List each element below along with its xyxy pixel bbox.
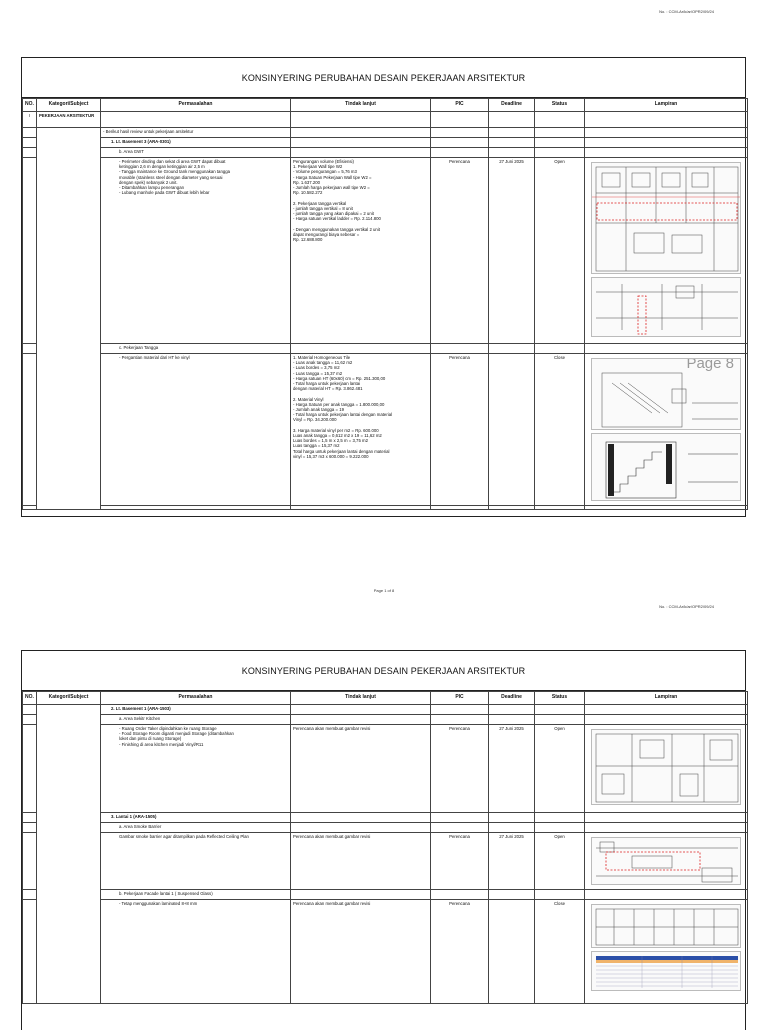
kategori-merged-cell [37,705,101,1004]
header-pic: PIC [431,692,489,705]
gwt-section-drawing [591,277,741,337]
review-table [22,98,748,510]
table-row [23,158,748,344]
lampiran-cell [585,900,748,1004]
document-title: KONSINYERING PERUBAHAN DESAIN PEKERJAAN ARSITEKTUR [22,651,745,691]
table-row [23,112,748,128]
header-pic: PIC [431,99,489,112]
pic-cell: Perencana [431,354,489,506]
review-table [22,691,748,1004]
section-heading: 1. Lt. Basement 3 (ARA-0301) [101,138,291,148]
stair-section-drawing [591,433,741,501]
item-label: a. Area Sekitr Kitchen [101,715,291,725]
lampiran-cell [585,833,748,890]
pic-cell: Perencana [431,833,489,890]
table-row [23,715,748,725]
action-text: 1. Material Homogeneous Tile - Luas anak tangga = 11,62 m2 - Luas bordes = 3,75 m2 - Luas tangga = 15,37 m2 - Harga satuan HT (60x60) cm = Rp. 251.300,00 - Total harga untuk pekerjaan lantai dengan material HT = Rp. 3.862.481 2. Material Vinyl - Harga Satuan per anak tangga = 1.800.000,00 - Jumlah anak tangga = 19 - Total harga untuk pekerjaan lantai dengan material Vinyl = Rp. 34.200.000 3. Harga material vinyl per m2 = Rp. 600.000 Luas anak tangga = 0,612 m2 x 19 = 11,62 m2 Luas bordes = 1,5 m x 2,5 m = 3,75 m2 Luas tangga = 15,37 m2 Total harga untuk pekerjaan lantai dengan material vinyl = 15,37 m3 x 600.000 = 9.222.000 [291,354,431,506]
kategori-cell: PEKERJAAN ARSITEKTUR [37,112,101,128]
table-row [23,725,748,813]
table-row [23,128,748,138]
table-row [23,506,748,510]
table-row [23,148,748,158]
konsinyering-sheet [21,650,746,1030]
konsinyering-sheet [21,57,746,517]
intro-text: - Berikut hasil review untuk pekerjaan arsitektur [101,128,291,138]
document-page-2 [0,598,768,1024]
document-number: No. : CCM-Ar/k/ar/OPR2/09/24 [659,604,714,609]
kategori-merged-cell [37,128,101,510]
kitchen-plan-drawing [591,729,741,805]
header-no: NO. [23,692,37,705]
header-kategori: Kategori/Subject [37,692,101,705]
pic-cell: Perencana [431,725,489,813]
problem-text: - Pergantian material dari HT ke vinyl [101,354,291,506]
problem-text: Gambar smoke barrier agar ditampilkan pada Reflected Ceiling Plan [101,833,291,890]
table-row [23,833,748,890]
table-header-row [23,692,748,705]
page-watermark: Page 8 [686,358,734,372]
document-title: KONSINYERING PERUBAHAN DESAIN PEKERJAAN ARSITEKTUR [22,58,745,98]
table-row [23,900,748,1004]
status-cell: Close [535,900,585,1004]
document-number: No. : CCM-Ar/k/ar/OPR2/09/24 [659,9,714,14]
table-header-row [23,99,748,112]
row-number: I [23,112,37,128]
action-text: Perencana akan membuat gambar revisi [291,725,431,813]
table-row [23,138,748,148]
table-row [23,344,748,354]
header-kategori: Kategori/Subject [37,99,101,112]
action-text: Perencana akan membuat gambar revisi [291,833,431,890]
header-permasalahan: Permasalahan [101,99,291,112]
header-permasalahan: Permasalahan [101,692,291,705]
item-label: a. Area Smoke Barrier [101,823,291,833]
header-tindak-lanjut: Tindak lanjut [291,99,431,112]
status-cell: Open [535,158,585,344]
facade-schedule-table [591,951,741,991]
header-deadline: Deadline [489,692,535,705]
header-no: NO. [23,99,37,112]
stair-plan-drawing [591,358,741,430]
lampiran-cell [585,158,748,344]
table-row [23,823,748,833]
lampiran-cell [585,354,748,506]
table-row [23,705,748,715]
deadline-cell: 27 Juni 2025 [489,725,535,813]
item-label: c. Pekerjaan Tangga [101,344,291,354]
deadline-cell [489,354,535,506]
status-cell: Close [535,354,585,506]
page-number: Page 1 of 8 [373,588,395,593]
header-deadline: Deadline [489,99,535,112]
header-lampiran: Lampiran [585,99,748,112]
header-lampiran: Lampiran [585,692,748,705]
smoke-barrier-plan-drawing [591,837,741,885]
section-heading: 3. Lantai 1 (ARA-1505) [101,813,291,823]
action-text: Perencana akan membuat gambar revisi [291,900,431,1004]
action-text: Pengurangan volume (Efisiensi) 1. Pekerjaan Wall tipe W2 - Volume pengurangan = 5,76 m3 - Harga Satuan Pekerjaan Wall tipe W2 = Rp. 1.637.200 - Jumlah harga pekerjaan wall tipe W2 = Rp. 10.582.272 2. Pekerjaan tangga vertikal - jumlah tangga vertikal = 8 unit - jumlah tangga yang akan dipakai = 2 unit - Harga satuan vertikal ladder = Rp. 2.114.800 - Dengan menggunakan tangga vertikal 2 unit dapat mengurangi biaya sebesar = Rp. 12.688.800 [291,158,431,344]
item-label: b. Pekerjaan Facade lantai 1 ( Suspensed Glass) [101,890,291,900]
gwt-plan-drawing [591,162,741,274]
table-row [23,813,748,823]
section-heading: 2. Lt. Basement 1 (ARA-1503) [101,705,291,715]
deadline-cell [489,900,535,1004]
lampiran-cell [585,725,748,813]
pic-cell: Perencana [431,900,489,1004]
table-row [23,354,748,506]
deadline-cell: 27 Juni 2025 [489,833,535,890]
header-status: Status [535,692,585,705]
problem-text: - Tetap menggunakan laminated 8+8 mm [101,900,291,1004]
header-status: Status [535,99,585,112]
deadline-cell: 27 Juni 2025 [489,158,535,344]
status-cell: Open [535,725,585,813]
header-tindak-lanjut: Tindak lanjut [291,692,431,705]
problem-text: - Perimeter dinding dan sekat di area GWT dapat dibuat ketinggian 2,6 m dengan ketinggian air 2,5 m - Tangga maintance ke Ground tank menggunakan tangga movable (stainless steel dengan diameter yang sesuai dengan spek) sebanyak 2 unit. - Ditambahkan lampu penerangan - Lubang manhole pada GWT dibuat lebih lebar [101,158,291,344]
facade-elevation-drawing [591,904,741,948]
table-row [23,890,748,900]
item-label: b. Area GWT [101,148,291,158]
pic-cell: Perencana [431,158,489,344]
status-cell: Open [535,833,585,890]
problem-text: - Ruang Order Taker dipindahkan ke ruang Storage - Food Storage Room diganti menjadi Storage (ditambahkan loket dan pintu di ruang Storage) - Finishing di area kitchen menjadi Vinyl/R11 [101,725,291,813]
